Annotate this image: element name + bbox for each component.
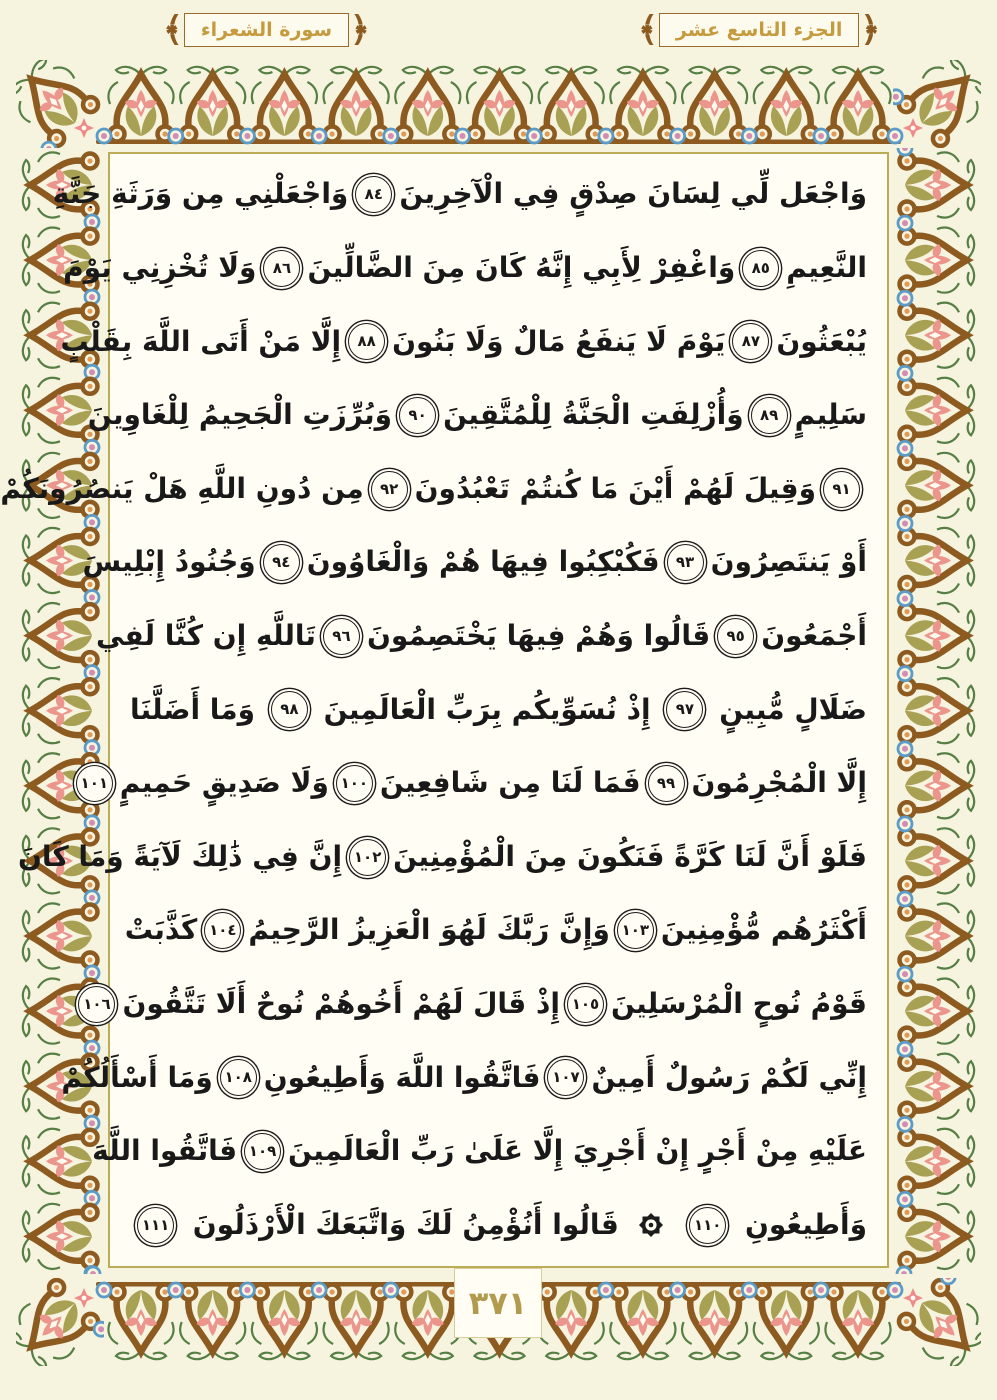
quran-text-segment: النَّعِيمِ	[786, 250, 867, 284]
quran-text-segment: أَكْثَرُهُم مُّؤْمِنِينَ	[660, 913, 867, 947]
rub-el-hizb-icon	[637, 1211, 665, 1239]
quran-text-segment: عَلَيْهِ مِنْ أَجْرٍ إِنْ أَجْرِيَ إِلَّا عَلَىٰ رَبِّ الْعَالَمِينَ	[288, 1134, 867, 1168]
aya-number-marker: ٩١	[823, 471, 860, 508]
quran-text-segment: وَجُنُودُ إِبْلِيسَ	[82, 545, 256, 579]
quran-text-segment: مِن دُونِ اللَّهِ هَلْ يَنصُرُونَكُمْ	[0, 471, 364, 505]
aya-number-marker: ٩٦	[323, 618, 360, 655]
aya-number-marker: ٩٩	[648, 765, 685, 802]
quran-text-segment: قَوْمُ نُوحٍ الْمُرْسَلِينَ	[610, 986, 867, 1020]
aya-number-marker: ٩٤	[263, 544, 300, 581]
cartouche-ornament-icon: ﴾	[638, 10, 658, 50]
mushaf-line	[17, 820, 867, 894]
quran-text-segment: يَوْمَ لَا يَنفَعُ مَالٌ وَلَا بَنُونَ	[392, 324, 726, 358]
aya-number-marker: ٩٢	[371, 471, 408, 508]
ornamental-border-corner	[16, 1278, 104, 1366]
surah-cartouche	[163, 10, 370, 50]
mushaf-line	[130, 673, 867, 747]
quran-text-segment: سَلِيمٍ	[794, 398, 867, 432]
quran-text-segment: إِلَّا مَنْ أَتَى اللَّهَ بِقَلْبٍ	[60, 324, 342, 358]
cartouche-ornament-icon: ﴿	[860, 10, 881, 50]
aya-number-marker: ١٠٠	[336, 765, 373, 802]
mushaf-line	[52, 158, 867, 232]
quran-text-segment: وَاجْعَلْنِي مِن وَرَثَةِ جَنَّةِ	[52, 177, 349, 211]
aya-number-marker: ١٠٣	[617, 912, 654, 949]
quran-text-segment: وَأَطِيعُونِ	[744, 1207, 867, 1241]
aya-number-marker: ١٠٦	[78, 986, 115, 1023]
aya-number-marker: ٨٨	[348, 323, 385, 360]
aya-number-marker: ٩٥	[717, 618, 754, 655]
aya-number-marker: ١١٠	[689, 1207, 726, 1244]
aya-number-marker: ١٠١	[76, 765, 113, 802]
aya-number-marker: ٩٠	[399, 397, 436, 434]
quran-text-segment: وَأُزْلِفَتِ الْجَنَّةُ لِلْمُتَّقِينَ	[443, 398, 744, 432]
quran-text-segment: وَاغْفِرْ لِأَبِي إِنَّهُ كَانَ مِنَ الضَّالِّينَ	[307, 250, 736, 284]
mushaf-line	[60, 305, 867, 379]
quran-text-segment: تَاللَّهِ إِن كُنَّا لَفِي	[96, 618, 316, 652]
aya-number-marker: ١٠٤	[204, 912, 241, 949]
quran-text-segment: إِنِّي لَكُمْ رَسُولٌ أَمِينٌ	[591, 1060, 867, 1094]
aya-number-marker: ٨٧	[732, 323, 769, 360]
quran-text-segment: فَاتَّقُوا اللَّهَ وَأَطِيعُونِ	[263, 1060, 541, 1094]
quran-text-segment: وَمَا أَضَلَّنَا	[130, 692, 256, 726]
ornamental-border-left	[16, 148, 104, 1274]
mushaf-line	[96, 600, 867, 674]
ornamental-border-right	[893, 148, 981, 1274]
text-panel	[0, 152, 889, 1268]
quran-text-segment: وَإِنَّ رَبَّكَ لَهُوَ الْعَزِيزُ الرَّحِيمُ	[248, 913, 610, 947]
quran-text-segment: وَقِيلَ لَهُمْ أَيْنَ مَا كُنتُمْ تَعْبُدُونَ	[414, 471, 816, 505]
quran-text-segment: أَوْ يَنتَصِرُونَ	[710, 545, 867, 579]
aya-number-marker: ١١١	[137, 1207, 174, 1244]
mushaf-line	[87, 379, 867, 453]
aya-number-marker: ٩٣	[667, 544, 704, 581]
aya-number-marker: ١٠٥	[567, 986, 604, 1023]
surah-title: سورة الشعراء	[184, 13, 349, 48]
mushaf-line	[0, 452, 867, 526]
aya-number-marker: ١٠٧	[547, 1059, 584, 1096]
mushaf-line	[130, 1188, 867, 1262]
aya-number-marker: ٩٨	[271, 691, 308, 728]
aya-number-marker: ٨٤	[355, 176, 392, 213]
aya-number-marker: ١٠٩	[244, 1133, 281, 1170]
juz-cartouche	[638, 10, 880, 50]
quran-text-segment: إِلَّا الْمُجْرِمُونَ	[691, 766, 867, 800]
mushaf-line	[61, 1041, 867, 1115]
page-number: ٣٧١	[454, 1268, 542, 1338]
quran-text-segment: يُبْعَثُونَ	[776, 324, 867, 358]
aya-number-marker: ٨٩	[751, 397, 788, 434]
quran-lines	[0, 154, 887, 1266]
quran-text-segment: وَلَا تُخْزِنِي يَوْمَ	[63, 250, 257, 284]
quran-text-segment: فَلَوْ أَنَّ لَنَا كَرَّةً فَنَكُونَ مِنَ الْمُؤْمِنِينَ	[393, 839, 867, 873]
aya-number-marker: ١٠٨	[220, 1059, 257, 1096]
mushaf-line	[80, 747, 867, 821]
ornamental-border-corner	[893, 60, 981, 148]
quran-text-segment: أَجْمَعُونَ	[761, 618, 867, 652]
quran-text-segment: إِذْ قَالَ لَهُمْ أَخُوهُمْ نُوحٌ أَلَا تَتَّقُونَ	[122, 986, 560, 1020]
quran-text-segment: إِنَّ فِي ذَٰلِكَ لَآيَةً وَمَا كَانَ	[17, 839, 343, 873]
quran-text-segment: قَالُوا أَنُؤْمِنُ لَكَ وَاتَّبَعَكَ الْأَرْذَلُونَ	[192, 1207, 619, 1241]
quran-text-segment: فَمَا لَنَا مِن شَافِعِينَ	[379, 766, 641, 800]
quran-text-segment: كَذَّبَتْ	[124, 913, 198, 947]
aya-number-marker: ٨٥	[742, 250, 779, 287]
quran-text-segment: فَكُبْكِبُوا فِيهَا هُمْ وَالْغَاوُونَ	[306, 545, 660, 579]
quran-text-segment: قَالُوا وَهُمْ فِيهَا يَخْتَصِمُونَ	[366, 618, 711, 652]
quran-text-segment: وَلَا صَدِيقٍ حَمِيمٍ	[119, 766, 329, 800]
mushaf-line	[63, 232, 867, 306]
ornamental-border-corner	[16, 60, 104, 148]
quran-text-segment: إِذْ نُسَوِّيكُم بِرَبِّ الْعَالَمِينَ	[323, 692, 651, 726]
aya-number-marker: ٩٧	[666, 691, 703, 728]
aya-number-marker: ١٠٢	[349, 839, 386, 876]
aya-number-marker: ٨٦	[263, 250, 300, 287]
quran-text-segment: ضَلَالٍ مُّبِينٍ	[719, 692, 867, 726]
juz-title: الجزء التاسع عشر	[659, 13, 859, 48]
quran-text-segment: وَمَا أَسْأَلُكُمْ	[61, 1060, 213, 1094]
cartouche-ornament-icon: ﴿	[350, 10, 370, 50]
quran-text-segment: وَاجْعَل لِّي لِسَانَ صِدْقٍ فِي الْآخِرِينَ	[399, 177, 867, 211]
mushaf-line	[92, 1115, 867, 1189]
quran-text-segment: وَبُرِّزَتِ الْجَحِيمُ لِلْغَاوِينَ	[87, 398, 393, 432]
cartouche-ornament-icon: ﴾	[163, 10, 183, 50]
ornamental-border-corner	[893, 1278, 981, 1366]
mushaf-line	[82, 526, 867, 600]
ornamental-border-top	[16, 60, 981, 148]
mushaf-line	[124, 894, 867, 968]
quran-text-segment: فَاتَّقُوا اللَّهَ	[92, 1134, 238, 1168]
mushaf-line	[83, 968, 867, 1042]
